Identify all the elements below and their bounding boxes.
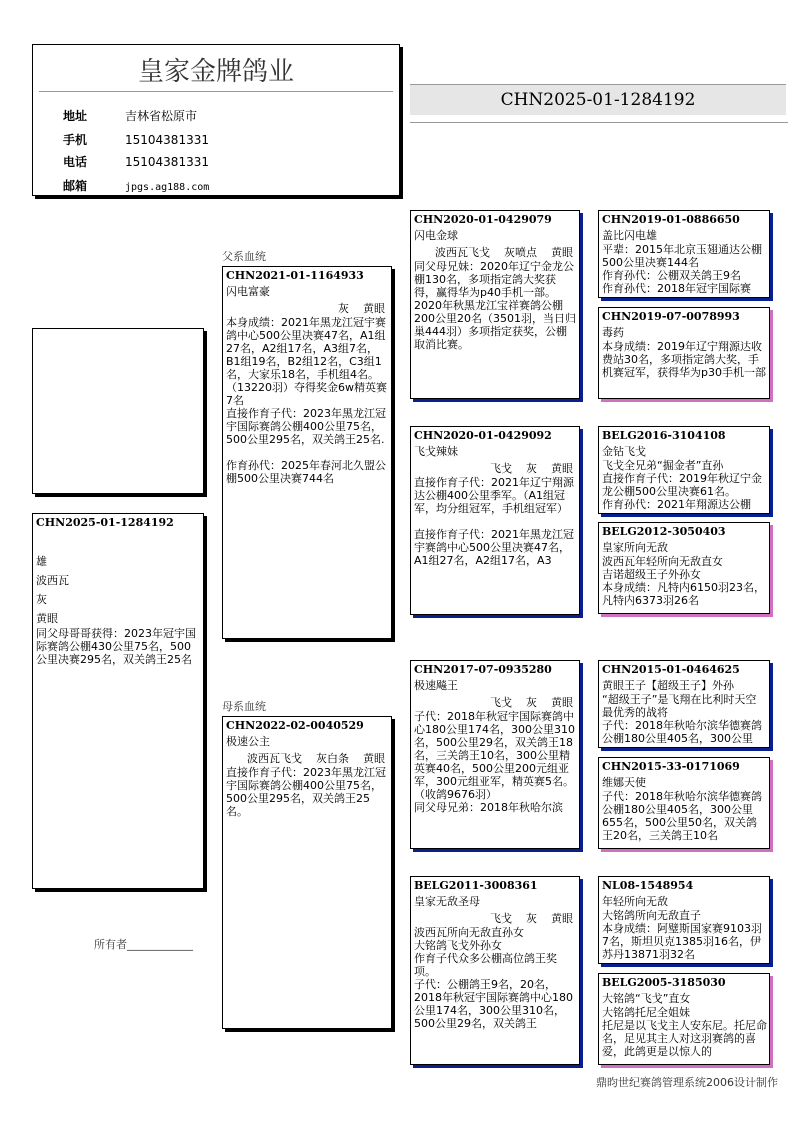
dd-note: 波西瓦所向无敌直孙女 大铭鸽飞戈外孙女 作育子代众多公棚高位鸽王奖项。 子代：公棚鸽王9名，20名，2018年秋冠宇国际赛鸽中心180公里174名，300公里310名，500公里29名，双关鸽王 — [414, 926, 573, 1030]
ds-name: 极速飚王 — [414, 679, 458, 692]
dd-ring: BELG2011-3008361 — [414, 879, 538, 892]
sd-a1: 飞戈 — [490, 462, 512, 475]
sire-ring: CHN2021-01-1164933 — [226, 269, 364, 282]
ss-a1: 波西瓦飞戈 — [435, 246, 490, 259]
dds-card — [598, 876, 770, 964]
maternal-label: 母系血统 — [222, 700, 266, 713]
sss-note: 平辈：2015年北京玉翅通达公棚500公里决赛144名 作育孙代：公棚双关鸽王9名 作育孙代：2018年冠宇国际赛 — [602, 243, 762, 295]
dd-a1: 飞戈 — [490, 912, 512, 925]
sire-attrs — [223, 298, 391, 315]
dam-a2: 灰白条 — [316, 752, 349, 765]
subject-pattern: 灰 — [36, 593, 47, 606]
owner-line: 所有者____________ — [94, 938, 193, 951]
phone-value: 15104381331 — [125, 155, 209, 169]
address-label: 地址 — [63, 109, 88, 123]
subject-color: 波西瓦 — [36, 574, 69, 587]
sss-card — [598, 210, 770, 298]
sdd-ring: BELG2012-3050403 — [602, 525, 726, 538]
sire-name: 闪电富豪 — [226, 285, 270, 298]
ssd-card — [598, 307, 770, 399]
ds-a1: 飞戈 — [490, 696, 512, 709]
subject-sex: 雄 — [36, 555, 47, 568]
dam-a3: 黄眼 — [363, 752, 385, 765]
dam-sire-card — [410, 660, 580, 849]
sire-sire-card — [410, 210, 580, 399]
ds-note: 子代：2018年秋冠宇国际赛鸽中心180公里174名，300公里310名，500公里29名，双关鸽王18名，三关鸽王10名，300公里精英赛40名，500公里200元组亚军，300元组亚军，精英赛5名。（收鸽9676羽） 同父母兄弟：2018年秋哈尔滨 — [414, 710, 575, 814]
email-row — [63, 177, 209, 194]
sds-card — [598, 426, 770, 514]
dsd-note: 子代：2018年秋哈尔滨华德赛鸽公棚180公里405名，300公里655名，500公里50名，双关鸽王20名，三关鸽王10名 — [602, 790, 762, 842]
ssd-name: 毒药 — [602, 326, 624, 339]
title-divider — [39, 91, 393, 92]
dss-card — [598, 660, 770, 748]
paternal-label: 父系血统 — [222, 250, 266, 263]
sd-note: 直接作育子代：2021年辽宁翔源达公棚400公里季军。（A1组冠军，均分组冠军，手机组冠军） 直接作育子代：2021年黑龙江冠宇赛鸽中心500公里决赛47名，A1组27名，A2组17名，A3 — [414, 476, 574, 567]
dsd-card — [598, 757, 770, 849]
sd-a2: 灰 — [526, 462, 537, 475]
sd-a3: 黄眼 — [551, 462, 573, 475]
sdd-card — [598, 522, 770, 614]
dss-note: “超级王子”是飞翔在比利时天空最优秀的战将 子代：2018年秋哈尔滨华德赛鸽公棚180公里405名，300公里 — [602, 693, 762, 745]
sss-ring: CHN2019-01-0886650 — [602, 213, 740, 226]
ddd-name: 大铭鸽“飞戈”直女 — [602, 992, 691, 1005]
pigeon-photo — [32, 328, 204, 494]
dam-note: 直接作育子代：2023年黑龙江冠宇国际赛鸽公棚400公里75名，500公里295名，双关鸽王25名。 — [226, 766, 386, 818]
dd-a2: 灰 — [526, 912, 537, 925]
dsd-name: 维娜天使 — [602, 776, 646, 789]
address-value: 吉林省松原市 — [125, 109, 198, 123]
main-ring-number: CHN2025-01-1284192 — [410, 84, 786, 115]
ddd-note: 大铭鸽托尼全姐妹 托尼是以飞戈主人安东尼。托尼命名，足见其主人对这羽赛鸽的喜爱，此鸽更是以惊人的 — [602, 1006, 767, 1058]
ss-attrs — [411, 242, 579, 259]
sd-name: 飞戈辣妹 — [414, 445, 458, 458]
ds-a2: 灰 — [526, 696, 537, 709]
ddd-ring: BELG2005-3185030 — [602, 976, 726, 989]
dam-ring: CHN2022-02-0040529 — [226, 719, 364, 732]
ds-a3: 黄眼 — [551, 696, 573, 709]
sds-ring: BELG2016-3104108 — [602, 429, 726, 442]
sire-a2: 灰 — [338, 302, 349, 315]
dd-a3: 黄眼 — [551, 912, 573, 925]
ss-a2: 灰喷点 — [504, 246, 537, 259]
ssd-ring: CHN2019-07-0078993 — [602, 310, 740, 323]
loft-title: 皇家金牌鸽业 — [137, 57, 294, 87]
sire-dam-card — [410, 426, 580, 615]
ss-ring: CHN2020-01-0429079 — [414, 213, 552, 226]
ss-note: 同父母兄妹：2020年辽宁金龙公棚130名，多项指定鸽大奖获得，赢得华为p40手机一部。 2020年秋黑龙江宝祥赛鸽公棚200公里20名（3501羽，当日归巢444羽）多项指定获奖，公棚取消比赛。 — [414, 260, 576, 351]
subject-note: 同父母哥哥获得：2023年冠宇国际赛鸽公棚430公里75名，500公里决赛295名，双关鸽王25名 — [36, 627, 196, 666]
subject-card — [32, 513, 204, 889]
dss-name: 黄眼王子【超级王子】外孙 — [602, 679, 734, 692]
sire-note: 本身成绩：2021年黑龙江冠宇赛鸽中心500公里决赛47名，A1组27名，A2组17名，A3组7名，B1组19名，B2组12名，C3组1名，大家乐18名，手机组4名。（13220羽）夺得奖金6w精英赛7名 直接作育子代：2023年黑龙江冠宇国际赛鸽公棚400公里75名，500公里295名，双关鸽王25名. 作育孙代：2025年春河北久盟公棚500公里决赛744名 — [226, 316, 387, 485]
dds-ring: NL08-1548954 — [602, 879, 694, 892]
sdd-note: 波西瓦年轻所向无敌直女 吉诺超级王子外孙女 本身成绩：凡特内6150羽23名，凡特内6373羽26名 — [602, 555, 765, 607]
dam-card — [222, 716, 392, 1029]
dam-a1: 波西瓦飞戈 — [247, 752, 302, 765]
ddd-card — [598, 973, 770, 1065]
sds-note: 飞戈全兄弟“掘金者”直孙 直接作育子代：2019年秋辽宁金龙公棚500公里决赛61名。 作育孙代：2021年翔源达公棚 — [602, 459, 762, 511]
phone-label: 电话 — [63, 155, 88, 169]
subject-ring: CHN2025-01-1284192 — [36, 516, 174, 529]
ss-name: 闪电金球 — [414, 229, 458, 242]
dam-attrs — [223, 748, 391, 765]
dd-attrs — [411, 908, 579, 925]
sire-card — [222, 266, 392, 639]
sss-name: 盖比闪电雄 — [602, 229, 657, 242]
footer-credit: 鼎昀世纪赛鸽管理系统2006设计制作 — [596, 1076, 778, 1089]
ssd-note: 本身成绩：2019年辽宁翔源达收费站30名，多项指定鸽大奖，手机赛冠军，获得华为p30手机一部 — [602, 340, 766, 379]
ring-divider — [410, 122, 788, 123]
email-label: 邮箱 — [63, 179, 88, 193]
dsd-ring: CHN2015-33-0171069 — [602, 760, 740, 773]
mobile-value: 15104381331 — [125, 133, 209, 147]
breeder-card — [32, 44, 400, 196]
sdd-name: 皇家所向无敌 — [602, 541, 668, 554]
mobile-label: 手机 — [63, 133, 88, 147]
dds-name: 年轻所向无敌 — [602, 895, 668, 908]
dam-name: 极速公主 — [226, 735, 270, 748]
dd-name: 皇家无敌圣母 — [414, 895, 480, 908]
sds-name: 金钻飞戈 — [602, 445, 646, 458]
sd-ring: CHN2020-01-0429092 — [414, 429, 552, 442]
email-value: jpgs.ag188.com — [125, 182, 210, 193]
dam-dam-card — [410, 876, 580, 1065]
dds-note: 大铭鸽所向无敌直子 本身成绩：阿璧斯国家赛9103羽7名，斯坦贝克1385羽16名，伊苏丹13871羽32名 — [602, 909, 762, 961]
mobile-row — [63, 131, 209, 148]
sire-a3: 黄眼 — [363, 302, 385, 315]
sd-attrs — [411, 458, 579, 475]
address-row — [63, 107, 197, 124]
subject-eye: 黄眼 — [36, 612, 58, 625]
ss-a3: 黄眼 — [551, 246, 573, 259]
ds-ring: CHN2017-07-0935280 — [414, 663, 552, 676]
ds-attrs — [411, 692, 579, 709]
phone-row — [63, 153, 209, 170]
dss-ring: CHN2015-01-0464625 — [602, 663, 740, 676]
